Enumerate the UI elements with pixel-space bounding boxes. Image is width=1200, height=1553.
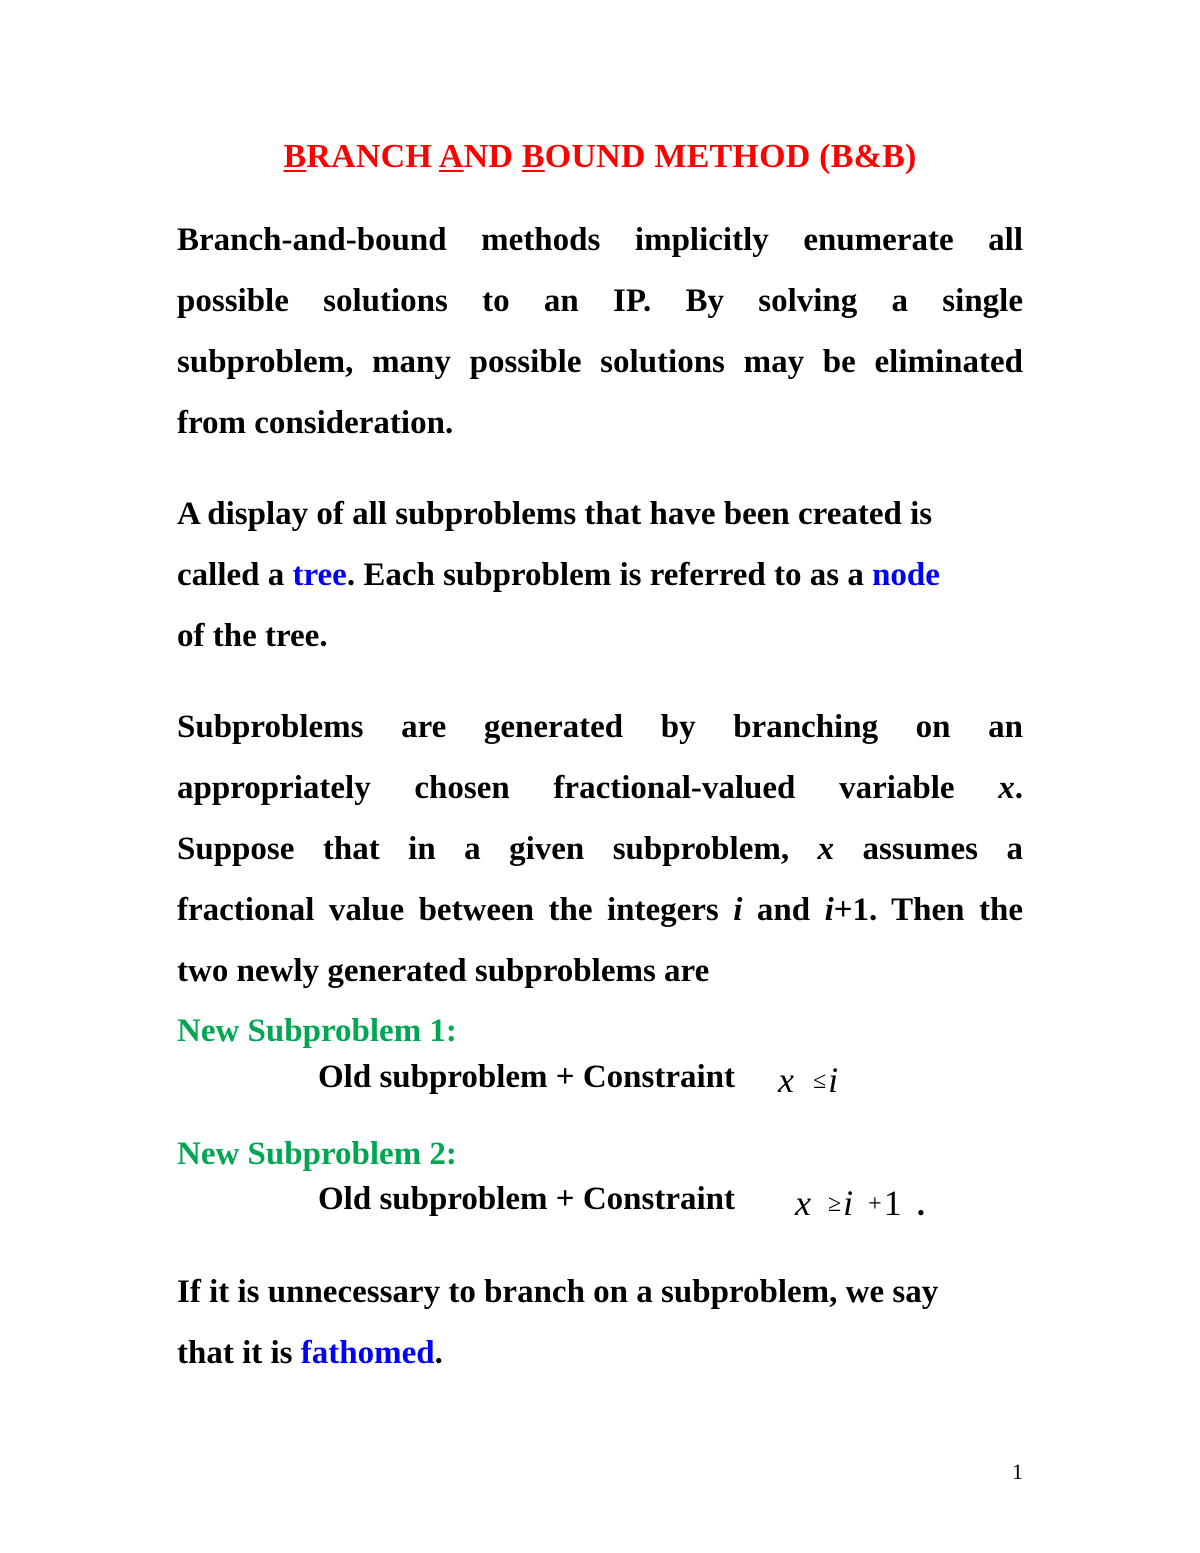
text-line: of the tree. xyxy=(177,618,328,654)
text-line xyxy=(177,1323,1023,1384)
math-period: . xyxy=(916,1187,925,1223)
text-fragment: called a xyxy=(177,557,293,593)
text-line: subproblem, many possible solutions may be eliminated xyxy=(177,344,1023,380)
title-part: OUND METHOD (B&B) xyxy=(544,138,917,175)
title-part: RANCH xyxy=(306,138,439,175)
text-line: A display of all subproblems that have been created is xyxy=(177,496,933,532)
text-fragment: +1. Then the xyxy=(833,892,1023,928)
constraint-1-math xyxy=(778,1059,838,1101)
paragraph-branching xyxy=(177,697,1023,1002)
text-line: possible solutions to an IP. By solving a single xyxy=(177,283,1023,319)
text-line: from consideration. xyxy=(177,405,454,441)
text-line: If it is unnecessary to branch on a subproblem, we say xyxy=(177,1274,939,1310)
constraint-2-math xyxy=(795,1182,925,1224)
text-line xyxy=(177,545,1023,606)
paragraph-intro xyxy=(177,210,1023,454)
title-letter-b: B xyxy=(283,138,307,175)
subproblem-2-text: Old subproblem + Constraint xyxy=(318,1181,736,1217)
text-fragment: and xyxy=(742,892,825,928)
var-i: i xyxy=(824,892,834,928)
text-line xyxy=(177,819,1023,880)
text-fragment: fractional value between the integers xyxy=(177,892,734,928)
math-var-x: x xyxy=(778,1060,794,1100)
text-fragment: . xyxy=(434,1335,443,1371)
paragraph-fathomed xyxy=(177,1262,1023,1384)
math-one: 1 xyxy=(883,1183,902,1223)
term-fathomed: fathomed xyxy=(300,1335,435,1371)
text-line xyxy=(177,880,1023,941)
text-fragment: . xyxy=(1014,770,1023,806)
paragraph-tree xyxy=(177,484,1023,667)
var-x: x xyxy=(998,770,1015,806)
text-fragment: Suppose that in a given subproblem, xyxy=(177,831,818,867)
page-title xyxy=(0,138,1200,176)
title-part: ND xyxy=(463,138,522,175)
subproblem-1-heading: New Subproblem 1: xyxy=(177,1013,457,1049)
math-geq: ≥ xyxy=(827,1191,842,1217)
text-line: Subproblems are generated by branching on an xyxy=(177,709,1023,745)
title-letter-a: A xyxy=(438,138,464,175)
term-tree: tree xyxy=(292,557,347,593)
math-var-i: i xyxy=(828,1060,839,1100)
text-fragment: appropriately chosen fractional-valued variable xyxy=(177,770,999,806)
math-var-x: x xyxy=(795,1183,811,1223)
text-line: two newly generated subproblems are xyxy=(177,953,710,989)
page-number: 1 xyxy=(1012,1459,1023,1484)
subproblem-1-text: Old subproblem + Constraint xyxy=(318,1059,736,1095)
math-var-i: i xyxy=(843,1183,854,1223)
text-fragment: . Each subproblem is referred to as a xyxy=(346,557,873,593)
text-fragment: assumes a xyxy=(834,831,1023,867)
var-i: i xyxy=(733,892,743,928)
text-line xyxy=(177,758,1023,819)
title-letter-b2: B xyxy=(521,138,545,175)
math-leq: ≤ xyxy=(812,1068,827,1094)
term-node: node xyxy=(872,557,940,593)
subproblem-2-heading: New Subproblem 2: xyxy=(177,1136,457,1172)
text-fragment: that it is xyxy=(177,1335,301,1371)
var-x: x xyxy=(817,831,835,867)
math-plus: + xyxy=(868,1191,882,1217)
text-line: Branch-and-bound methods implicitly enumerate all xyxy=(177,222,1023,258)
